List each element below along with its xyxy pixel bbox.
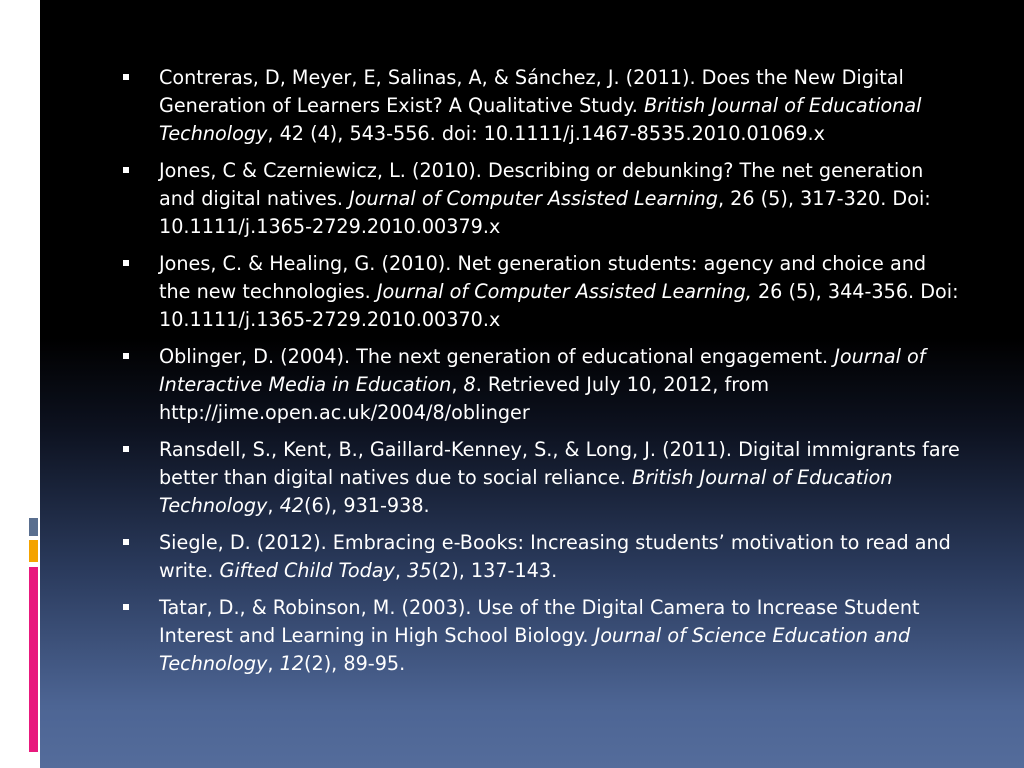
reference-text: , [394, 559, 408, 582]
reference-italic-text: 35 [407, 559, 432, 582]
reference-text: Jones, C. & Healing, G. (2010). Net generation students: agency and choice and the new technologies. [159, 252, 927, 303]
reference-item [120, 436, 960, 520]
reference-italic-text: British Journal of Educational Technology [159, 94, 922, 145]
accent-bar-gold [29, 540, 38, 562]
reference-italic-text: Journal of Computer Assisted Learning [349, 187, 718, 210]
reference-item [120, 594, 960, 678]
square-bullet-icon [123, 353, 129, 359]
reference-text: Ransdell, S., Kent, B., Gaillard-Kenney, S., & Long, J. (2011). Digital immigrants fare better than digital natives due to social reliance. [159, 438, 960, 489]
reference-text: . Retrieved July 10, 2012, from http://jime.open.ac.uk/2004/8/oblinger [159, 373, 770, 424]
reference-item [120, 529, 960, 585]
square-bullet-icon [123, 74, 129, 80]
reference-text: Contreras, D, Meyer, E, Salinas, A, & Sánchez, J. (2011). Does the New Digital Generation of Learners Exist? A Qualitative Study. [159, 66, 904, 117]
reference-text: , 26 (5), 317-320. Doi: 10.1111/j.1365-2729.2010.00379.x [159, 187, 931, 238]
reference-item [120, 64, 960, 148]
reference-text: Tatar, D., & Robinson, M. (2003). Use of the Digital Camera to Increase Student Interest and Learning in High School Biology. [159, 596, 920, 647]
reference-text: Siegle, D. (2012). Embracing e-Books: Increasing students’ motivation to read and write. [159, 531, 951, 582]
reference-italic-text: 42 [279, 494, 304, 517]
left-white-strip [0, 0, 40, 768]
square-bullet-icon [123, 604, 129, 610]
reference-text: Jones, C & Czerniewicz, L. (2010). Describing or debunking? The net generation and digital natives. [159, 159, 924, 210]
reference-italic-text: Journal of Interactive Media in Education [159, 345, 926, 396]
reference-item [120, 157, 960, 241]
square-bullet-icon [123, 167, 129, 173]
reference-text: (6), 931-938. [304, 494, 430, 517]
reference-text: , [267, 494, 280, 517]
reference-italic-text: Journal of Science Education and Technology [159, 624, 911, 675]
reference-text: , 42 (4), 543-556. doi: 10.1111/j.1467-8535.2010.01069.x [267, 122, 825, 145]
reference-italic-text: Gifted Child Today [219, 559, 395, 582]
square-bullet-icon [123, 539, 129, 545]
square-bullet-icon [123, 446, 129, 452]
reference-italic-text: British Journal of Education Technology [159, 466, 893, 517]
reference-text: , [451, 373, 464, 396]
reference-italic-text: Journal of Computer Assisted Learning, [376, 280, 752, 303]
reference-text: 26 (5), 344-356. Doi: 10.1111/j.1365-2729.2010.00370.x [159, 280, 959, 331]
square-bullet-icon [123, 260, 129, 266]
reference-text: (2), 137-143. [431, 559, 558, 582]
accent-bar-magenta [29, 567, 38, 752]
reference-text: (2), 89-95. [304, 652, 406, 675]
reference-item [120, 250, 960, 334]
reference-text: Oblinger, D. (2004). The next generation of educational engagement. [159, 345, 835, 368]
reference-item [120, 343, 960, 427]
reference-italic-text: 12 [279, 652, 304, 675]
reference-italic-text: 8 [463, 373, 476, 396]
reference-text: , [267, 652, 280, 675]
accent-bar-slate [29, 518, 38, 536]
reference-list [120, 64, 960, 687]
